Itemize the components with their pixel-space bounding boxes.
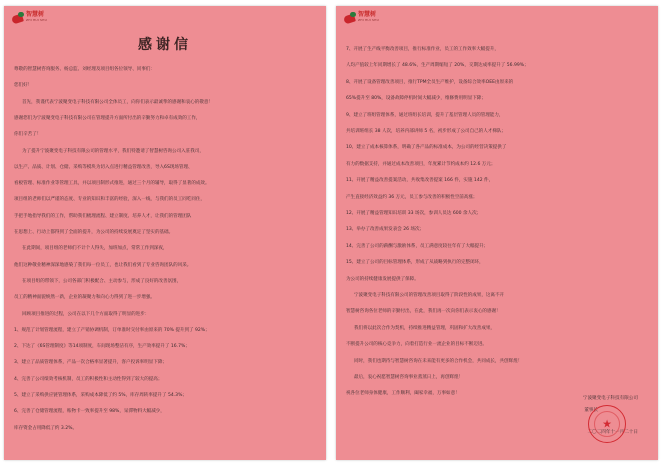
letter-line: 5、建立了采购供应链管理体系，采购成本降低了约 5%，库存周转率提升了 54.3%； xyxy=(14,393,187,398)
letter-line: 10、建立了成本核算体系，明确了各产品的标准成本，为公司的经营决策提供了 xyxy=(346,145,507,151)
logo-subtitle: ZHI HUI SHU xyxy=(26,18,47,22)
letter-line: 尊敬的智慧树咨询服务、杨总监、刘经理及项目组各位领导、同事们： xyxy=(14,67,155,72)
letter-line: 人均产值较上年同期增长了 48.6%，生产周期缩短了 20%，交期达成率提升了 56.99%； xyxy=(346,63,529,69)
letter-line: 项目组的老师们以严谨的态度、专业的知识和丰富的经验，深入一线，与我们的员工同吃同住， xyxy=(14,197,205,203)
letter-line: 祝各位老师身体健康，工作顺利，阖家幸福，万事如意！ xyxy=(346,391,460,397)
letter-page-left xyxy=(4,6,326,460)
letter-line: 2、下达了《6S管理制度》等14项制度，车间现场整洁有序，生产效率提升了 16.7%； xyxy=(14,344,190,350)
letter-line: 12、开展了精益管理知识培训 33 场次，参训人员达 600 余人次； xyxy=(346,211,482,216)
letter-line: 14、完善了公司的薪酬与激励体系，员工满意度较往年有了大幅提升； xyxy=(346,243,489,249)
letter-line: 6、完善了仓储管理流程，账物卡一致率提升至 98%，呆滞物料大幅减少， xyxy=(14,409,165,415)
letter-line: 产生直接经济效益约 36 万元，员工参与改善的积极性空前高涨； xyxy=(346,194,478,200)
letter-line: 首先，我谨代表宁波聚变电子科技有限公司全体员工，向你们表示最诚挚的感谢和衷心的敬意！ xyxy=(22,99,213,105)
logo-name: 智慧树 xyxy=(26,11,45,18)
signature-block xyxy=(518,395,638,443)
letter-line: 11、开展了精益改善提案活动，共收集改善提案 166 件，实施 142 件， xyxy=(346,178,494,184)
letter-line: 15、建立了公司的目标管理体系，形成了从战略到执行的完整闭环， xyxy=(346,260,484,266)
letter-line: 13、举办了改善成果发表会 26 场次； xyxy=(346,227,425,233)
letter-line: 我们将以此次合作为契机，持续推进精益管理，巩固和扩大改善成果， xyxy=(354,325,495,331)
logo-subtitle: ZHI HUI SHU xyxy=(358,18,379,22)
letter-line: 同时，我们也期待与智慧树咨询在未来能有更多的合作机会，共同成长，共创辉煌！ xyxy=(354,358,523,364)
letter-line: 最后，衷心祝愿智慧树咨询事业蒸蒸日上，再创辉煌！ xyxy=(354,375,464,380)
letter-line: 为公司的持续健康发展提供了保障。 xyxy=(346,276,419,282)
logo-icon xyxy=(12,12,24,24)
letter-line: 他们这种敬业精神深深地感染了我们每一位员工，也让我们看到了专业咨询团队的风采。 xyxy=(14,262,192,268)
letter-line: 智慧树咨询各位老师的辛勤付出，在此，我们再一次向你们表示衷心的感谢！ xyxy=(346,309,501,315)
letter-line: 为了提升宁波聚变电子科技有限公司的管理水平，我们特邀请了智慧树咨询公司入驻我司， xyxy=(22,148,204,154)
signature-role: 董事长 xyxy=(584,408,598,413)
letter-line: 看板管理、标准作业等管理工具，并以项目制形式推进，通过三个月的辅导，取得了显著的成效。 xyxy=(14,181,210,187)
letter-line: 3、建立了品质管理体系，产品一次合格率显著提升，客户投诉率明显下降； xyxy=(14,360,167,366)
signature-company: 宁波聚变电子科技有限公司 xyxy=(582,396,638,401)
letter-line: 在此期间，项目组的老师们不计个人得失，加班加点，常常工作到深夜， xyxy=(22,246,168,252)
letter-line: 不断提升公司的核心竞争力，向着打造行业一流企业的目标不断迈进。 xyxy=(346,342,487,348)
letter-line: 65%提升至 80%，设备故障停机时间大幅减少，维修费用明显下降； xyxy=(346,96,486,102)
letter-line: 有力的数据支持，并通过成本改善项目，年度累计节约成本约 12.6 万元； xyxy=(346,161,496,167)
letter-page-right xyxy=(336,6,658,460)
logo-icon xyxy=(344,12,356,24)
letter-line: 8、开展了设备管理改善项目，推行TPM全员生产维护，设备综合效率OEE由原来的 xyxy=(346,79,514,85)
letter-line: 在项目组的带领下，公司各部门积极配合、主动参与，形成了良好的改善氛围， xyxy=(22,278,182,284)
letter-line: 手把手地指导我们的工作，帮助我们梳理流程、建立制度、培养人才，让我们的管理团队 xyxy=(14,213,192,219)
letter-line: 7、开展了生产线平衡改善项目，推行标准作业，员工的工作效率大幅提升， xyxy=(346,47,499,52)
letter-line: 以生产、品质、计划、仓储、采购等模块为切入点进行精益管理改善，导入6S现场管理、 xyxy=(14,164,193,170)
letter-line: 4、完善了公司绩效考核机制，员工的积极性和主动性得到了较大的提高； xyxy=(14,376,163,382)
letter-line: 你们辛苦了！ xyxy=(14,132,42,138)
company-logo xyxy=(12,12,47,24)
letter-line: 1、规范了计划管理流程，建立了产销协调机制，订单准时交付率由原来的 70% 提升到了 92%； xyxy=(14,327,210,333)
signature-date: 二〇二四年十一月二十日 xyxy=(587,430,638,435)
company-seal-stamp xyxy=(588,405,626,443)
letter-title: 感谢信 xyxy=(138,37,192,53)
letter-line: 宁波聚变电子科技有限公司的管理改善项目取得了阶段性的成果，这离不开 xyxy=(354,293,505,298)
letter-line: 共培训班组长 38 人次，培养内部讲师 5 名，初步形成了公司自己的人才梯队； xyxy=(346,129,506,134)
logo-name: 智慧树 xyxy=(358,11,377,18)
company-logo xyxy=(344,12,379,24)
letter-line: 库存资金占用降低了约 3.2%。 xyxy=(14,425,78,431)
letter-line: 回顾项目推进的过程，公司在以下几个方面取得了明显的进步： xyxy=(22,311,150,317)
letter-line: 您们好！ xyxy=(14,83,33,89)
letter-line: 9、建立了班组管理体系，通过班组长培训，提升了基层管理人员的管理能力， xyxy=(346,112,504,118)
letter-line: 在思想上、行动上都得到了全面的提升，为公司的持续发展奠定了坚实的基础。 xyxy=(14,230,174,235)
letter-line: 感谢您们为宁波聚变电子科技有限公司在管理提升方面所付出的辛勤努力和卓有成效的工作， xyxy=(14,115,201,121)
letter-line: 员工的精神面貌焕然一新，企业的凝聚力和向心力得到了进一步增强。 xyxy=(14,295,155,301)
